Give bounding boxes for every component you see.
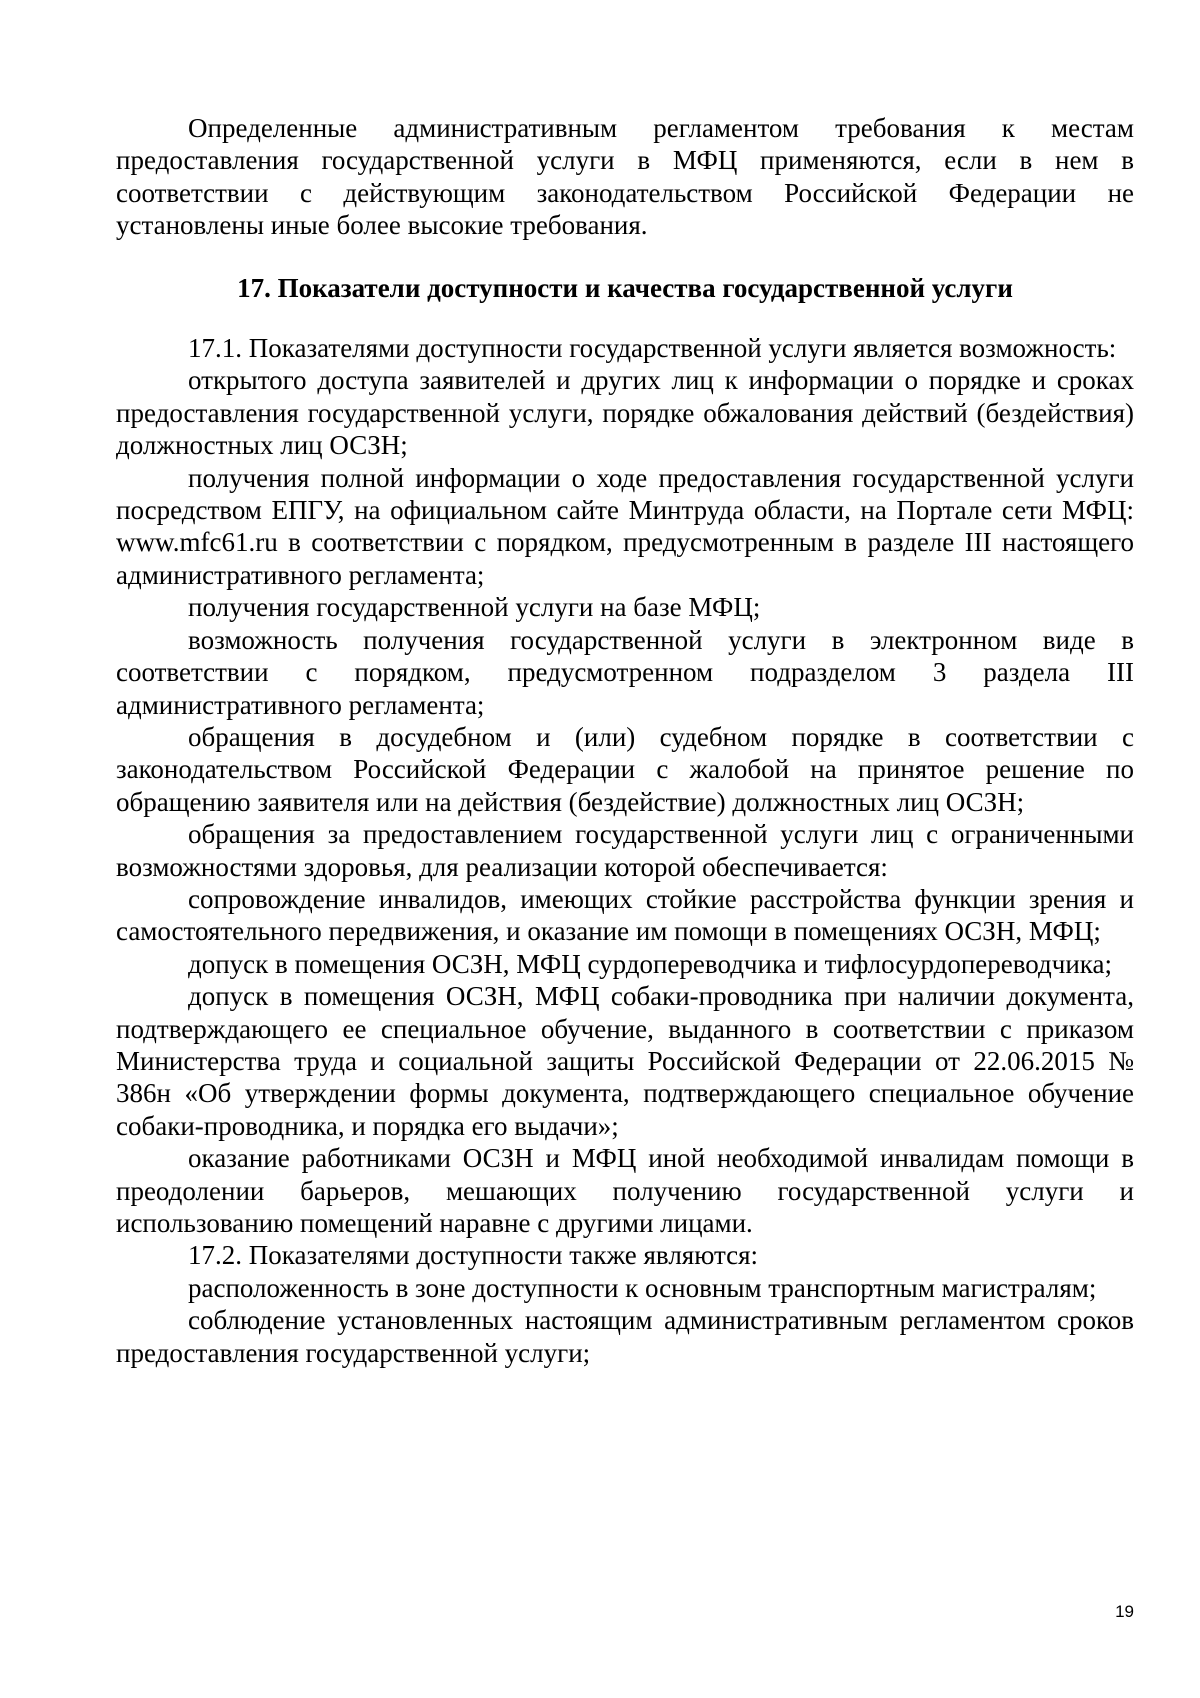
- page-number: 19: [1115, 1602, 1134, 1621]
- paragraph-guide-dog-access: допуск в помещения ОСЗН, МФЦ собаки-проводника при наличии документа, подтверждающего ее специальное обучение, выданного в соответствии с приказом Министерства труда и социальной защиты Российской Федерации от 22.06.2015 № 386н «Об утверждении формы документа, подтверждающего специальное обучение собаки-проводника, и порядка его выдачи»;: [116, 981, 1134, 1141]
- paragraph-mfc-service: получения государственной услуги на базе МФЦ;: [188, 592, 761, 623]
- paragraph-limited-abilities: обращения за предоставлением государственной услуги лиц с ограниченными возможностями здоровья, для реализации которой обеспечивается:: [116, 819, 1134, 882]
- paragraph-17-2: 17.2. Показателями доступности также являются:: [188, 1240, 759, 1271]
- paragraph-transport: расположенность в зоне доступности к основным транспортным магистралям;: [188, 1272, 1097, 1303]
- paragraph-escort: сопровождение инвалидов, имеющих стойкие расстройства функции зрения и самостоятельного передвижения, и оказание им помощи в помещениях ОСЗН, МФЦ;: [116, 883, 1134, 947]
- section-title: 17. Показатели доступности и качества государственной услуги: [237, 272, 1013, 303]
- paragraph-17-1: 17.1. Показателями доступности государственной услуги является возможность:: [188, 333, 1117, 364]
- intro-paragraph: Определенные административным регламентом требования к местам предоставления государственной услуги в МФЦ применяются, если в нем в соответствии с действующим законодательством Российской Федерации не установлены иные более высокие требования.: [116, 113, 1134, 241]
- paragraph-open-access: открытого доступа заявителей и других лиц к информации о порядке и сроках предоставления государственной услуги, порядке обжалования действий (бездействия) должностных лиц ОСЗН;: [116, 365, 1134, 461]
- paragraph-staff-assistance: оказание работниками ОСЗН и МФЦ иной необходимой инвалидам помощи в преодолении барьеров, мешающих получению государственной услуги и использованию помещений наравне с другими лицами.: [116, 1143, 1134, 1238]
- document-body: [116, 112, 1134, 1369]
- paragraph-full-information: получения полной информации о ходе предоставления государственной услуги посредством ЕПГУ, на официальном сайте Минтруда области, на Портале сети МФЦ: www.mfc61.ru в соответствии с порядком, предусмотренным в разделе III настоящего административного регламента;: [116, 462, 1134, 590]
- paragraph-interpreter-access: допуск в помещения ОСЗН, МФЦ сурдопереводчика и тифлосурдопереводчика;: [188, 948, 1112, 979]
- paragraph-electronic-service: возможность получения государственной услуги в электронном виде в соответствии с порядком, предусмотренном подразделом 3 раздела III административного регламента;: [116, 624, 1134, 720]
- paragraph-deadlines: соблюдение установленных настоящим административным регламентом сроков предоставления государственной услуги;: [116, 1305, 1134, 1368]
- paragraph-appeal: обращения в досудебном и (или) судебном порядке в соответствии с законодательством Российской Федерации с жалобой на принятое решение по обращению заявителя или на действия (бездействие) должностных лиц ОСЗН;: [116, 721, 1134, 817]
